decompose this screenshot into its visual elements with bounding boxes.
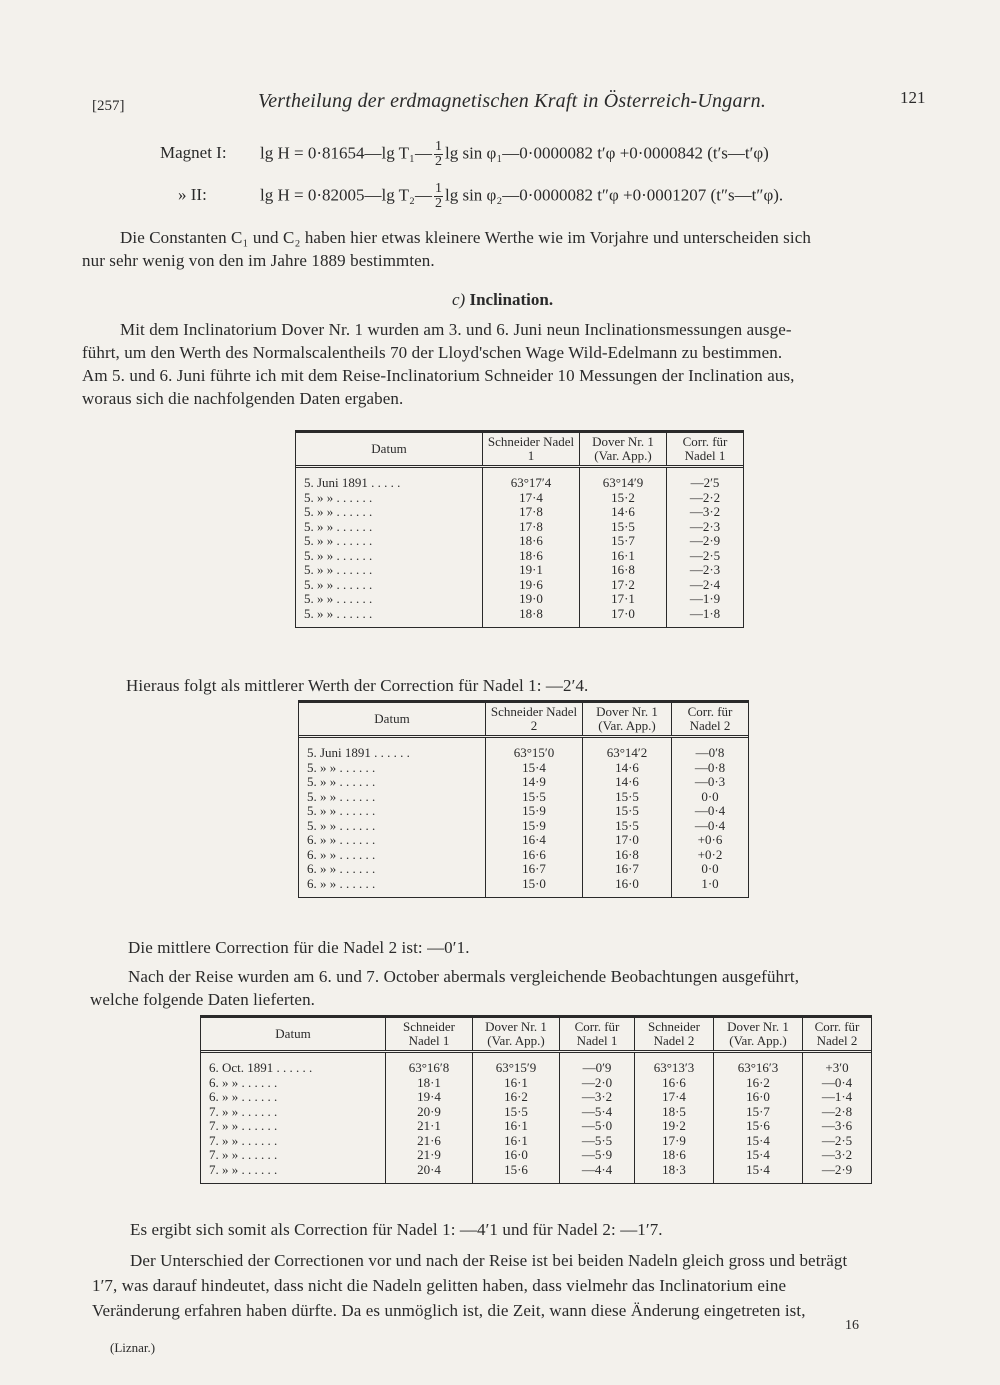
table-row xyxy=(201,1105,871,1120)
value-cell: —2·3 xyxy=(667,563,744,578)
table-row xyxy=(296,549,743,564)
column-header: Schneider Nadel 2 xyxy=(486,703,583,737)
value-cell: —1·9 xyxy=(667,592,744,607)
text-line: nur sehr wenig von den im Jahre 1889 bestimmten. xyxy=(82,251,435,270)
text-line: Die mittlere Correction für die Nadel 2 ist: —0′1. xyxy=(128,938,470,957)
value-cell: 15·5 xyxy=(583,790,672,805)
section-heading xyxy=(452,290,553,310)
table-row xyxy=(299,804,748,819)
page-number: 121 xyxy=(900,88,926,107)
text-line: Die Constanten C₁ und C₂ haben hier etwas kleinere Werthe wie im Vorjahre und unterscheiden sich xyxy=(120,228,811,247)
value-cell: —0′8 xyxy=(672,737,749,761)
value-cell: 18·8 xyxy=(483,607,580,628)
date-cell: 6. » » . . . . . . xyxy=(307,832,376,847)
value-cell: —0·4 xyxy=(803,1076,872,1091)
value-cell: 15·2 xyxy=(580,491,667,506)
table-row xyxy=(201,1148,871,1163)
section-letter: c) xyxy=(452,290,466,309)
date-cell: 5. » » . . . . . . xyxy=(304,605,373,621)
value-cell: 14·6 xyxy=(583,775,672,790)
value-cell: —3·2 xyxy=(803,1148,872,1163)
value-cell: 16·0 xyxy=(473,1148,560,1163)
value-cell: 15·4 xyxy=(486,761,583,776)
value-cell: 15·7 xyxy=(714,1105,803,1120)
formula-part: lg sin φ₂—0·0000082 t″φ +0·0001207 (t″s—t″φ). xyxy=(444,185,784,205)
value-cell: 63°17′4 xyxy=(483,467,580,491)
fraction: $\frac{1}{2}$ xyxy=(434,139,442,169)
column-header: Datum xyxy=(201,1018,386,1052)
formula-label: Magnet I: xyxy=(160,143,227,163)
value-cell: 15·7 xyxy=(580,534,667,549)
date-cell: 5. » » . . . . . . xyxy=(307,759,376,775)
table-row xyxy=(296,505,743,520)
date-cell: 7. » » . . . . . . xyxy=(209,1132,278,1148)
table-row xyxy=(296,578,743,593)
date-cell: 5. » » . . . . . . xyxy=(304,591,373,606)
table-row xyxy=(296,607,743,628)
value-cell: —5·9 xyxy=(560,1148,635,1163)
value-cell: 0·0 xyxy=(672,862,749,877)
value-cell: 15·9 xyxy=(486,804,583,819)
date-cell: 7. » » . . . . . . xyxy=(209,1118,278,1133)
value-cell: 15·5 xyxy=(583,819,672,834)
table-row xyxy=(299,877,748,898)
value-cell: 15·4 xyxy=(714,1134,803,1149)
value-cell: 1·0 xyxy=(672,877,749,898)
value-cell: 18·5 xyxy=(635,1105,714,1120)
value-cell: 15·6 xyxy=(473,1163,560,1184)
formula-part: lg H = 0·81654—lg T₁— xyxy=(260,143,432,163)
column-header: Datum xyxy=(296,433,483,467)
value-cell: 21·6 xyxy=(386,1134,473,1149)
value-cell: 0·0 xyxy=(672,790,749,805)
column-header: Datum xyxy=(299,703,486,737)
value-cell: 19·1 xyxy=(483,563,580,578)
value-cell: 63°13′3 xyxy=(635,1052,714,1076)
date-cell: 5. » » . . . . . . xyxy=(304,504,373,519)
date-cell: 5. Juni 1891 . . . . . xyxy=(304,475,401,490)
value-cell: 20·4 xyxy=(386,1163,473,1184)
value-cell: 14·6 xyxy=(580,505,667,520)
value-cell: 17·1 xyxy=(580,592,667,607)
date-cell: 6. » » . . . . . . xyxy=(307,846,376,862)
value-cell: 63°14′2 xyxy=(583,737,672,761)
table-row xyxy=(201,1134,871,1149)
value-cell: 16·0 xyxy=(714,1090,803,1105)
value-cell: 15·5 xyxy=(583,804,672,819)
value-cell: 17·8 xyxy=(483,505,580,520)
text-line: 1′7, was darauf hindeutet, dass nicht die Nadeln gelitten haben, dass vielmehr das Inclinatorium eine xyxy=(92,1276,787,1295)
value-cell: 16·8 xyxy=(583,848,672,863)
value-cell: 63°16′3 xyxy=(714,1052,803,1076)
value-cell: 16·7 xyxy=(486,862,583,877)
table-row xyxy=(201,1119,871,1134)
value-cell: 16·7 xyxy=(583,862,672,877)
value-cell: 16·6 xyxy=(635,1076,714,1091)
value-cell: 63°15′0 xyxy=(486,737,583,761)
text-line: Der Unterschied der Correctionen vor und nach der Reise ist bei beiden Nadeln gleich gross und beträgt xyxy=(130,1251,848,1270)
value-cell: —2·5 xyxy=(803,1134,872,1149)
value-cell: 18·6 xyxy=(483,549,580,564)
column-header: Dover Nr. 1 (Var. App.) xyxy=(473,1018,560,1052)
table-row xyxy=(201,1163,871,1184)
value-cell: 15·4 xyxy=(714,1163,803,1184)
column-header: Dover Nr. 1 (Var. App.) xyxy=(580,433,667,467)
date-cell: 6. Oct. 1891 . . . . . . xyxy=(209,1060,313,1075)
table-row xyxy=(299,862,748,877)
text-line: Am 5. und 6. Juni führte ich mit dem Reise-Inclinatorium Schneider 10 Messungen der Inclination aus, xyxy=(82,366,795,385)
value-cell: 18·3 xyxy=(635,1163,714,1184)
value-cell: —2·3 xyxy=(667,520,744,535)
value-cell: 17·0 xyxy=(580,607,667,628)
table-needle-1 xyxy=(295,430,744,628)
value-cell: —5·5 xyxy=(560,1134,635,1149)
value-cell: 15·5 xyxy=(580,520,667,535)
value-cell: 63°14′9 xyxy=(580,467,667,491)
value-cell: +3′0 xyxy=(803,1052,872,1076)
value-cell: 19·2 xyxy=(635,1119,714,1134)
table-row xyxy=(296,520,743,535)
value-cell: 14·6 xyxy=(583,761,672,776)
fraction: $\frac{1}{2}$ xyxy=(434,181,442,211)
value-cell: —0·4 xyxy=(672,804,749,819)
value-cell: 16·2 xyxy=(473,1090,560,1105)
value-cell: 17·4 xyxy=(483,491,580,506)
formula-magnet-1 xyxy=(160,140,769,169)
value-cell: 15·4 xyxy=(714,1148,803,1163)
column-header: Corr. für Nadel 2 xyxy=(672,703,749,737)
date-cell: 5. » » . . . . . . xyxy=(307,774,376,789)
data-table xyxy=(299,703,748,897)
value-cell: 15·0 xyxy=(486,877,583,898)
value-cell: 63°16′8 xyxy=(386,1052,473,1076)
formula-part: lg H = 0·82005—lg T₂— xyxy=(260,185,432,205)
column-header: Dover Nr. 1 (Var. App.) xyxy=(714,1018,803,1052)
value-cell: 15·5 xyxy=(486,790,583,805)
value-cell: —5·0 xyxy=(560,1119,635,1134)
date-cell: 6. » » . . . . . . xyxy=(209,1074,278,1090)
value-cell: 16·6 xyxy=(486,848,583,863)
value-cell: 16·8 xyxy=(580,563,667,578)
text-line: Es ergibt sich somit als Correction für Nadel 1: —4′1 und für Nadel 2: —1′7. xyxy=(130,1220,663,1239)
formula-magnet-2 xyxy=(178,182,783,211)
value-cell: 17·4 xyxy=(635,1090,714,1105)
paragraph-constants xyxy=(82,226,942,272)
date-cell: 5. » » . . . . . . xyxy=(304,576,373,592)
value-cell: 19·0 xyxy=(483,592,580,607)
value-cell: —3·6 xyxy=(803,1119,872,1134)
value-cell: 18·6 xyxy=(635,1148,714,1163)
column-header: Schneider Nadel 2 xyxy=(635,1018,714,1052)
text-line: Mit dem Inclinatorium Dover Nr. 1 wurden am 3. und 6. Juni neun Inclinationsmessungen ausge- xyxy=(120,320,792,339)
value-cell: 18·6 xyxy=(483,534,580,549)
value-cell: 16·2 xyxy=(714,1076,803,1091)
table-row xyxy=(299,775,748,790)
column-header: Corr. für Nadel 1 xyxy=(667,433,744,467)
column-header: Corr. für Nadel 2 xyxy=(803,1018,872,1052)
table-row xyxy=(299,737,748,761)
value-cell: 17·8 xyxy=(483,520,580,535)
value-cell: —2·9 xyxy=(803,1163,872,1184)
date-cell: 7. » » . . . . . . xyxy=(209,1103,278,1119)
section-title: Inclination. xyxy=(469,290,554,309)
table-row xyxy=(201,1076,871,1091)
text-line: Veränderung erfahren haben dürfte. Da es unmöglich ist, die Zeit, wann diese Änderung eingetreten ist, xyxy=(92,1301,806,1320)
table-row xyxy=(299,848,748,863)
date-cell: 5. » » . . . . . . xyxy=(304,562,373,577)
date-cell: 5. » » . . . . . . xyxy=(307,788,376,804)
table-row xyxy=(296,592,743,607)
value-cell: 16·1 xyxy=(580,549,667,564)
value-cell: 19·4 xyxy=(386,1090,473,1105)
value-cell: +0·2 xyxy=(672,848,749,863)
value-cell: 16·0 xyxy=(583,877,672,898)
value-cell: 15·9 xyxy=(486,819,583,834)
value-cell: 16·4 xyxy=(486,833,583,848)
paragraph-conclusion xyxy=(92,1218,962,1322)
value-cell: 15·6 xyxy=(714,1119,803,1134)
value-cell: 17·9 xyxy=(635,1134,714,1149)
value-cell: —5·4 xyxy=(560,1105,635,1120)
table-row xyxy=(296,563,743,578)
date-cell: 7. » » . . . . . . xyxy=(209,1147,278,1162)
column-header: Schneider Nadel 1 xyxy=(483,433,580,467)
value-cell: —3·2 xyxy=(667,505,744,520)
value-cell: 19·6 xyxy=(483,578,580,593)
value-cell: 21·1 xyxy=(386,1119,473,1134)
value-cell: 17·0 xyxy=(583,833,672,848)
paragraph-after-journey xyxy=(90,936,960,1011)
value-cell: 16·1 xyxy=(473,1134,560,1149)
date-cell: 6. » » . . . . . . xyxy=(307,861,376,876)
date-cell: 6. » » . . . . . . xyxy=(209,1089,278,1104)
table-row xyxy=(296,467,743,491)
table-row xyxy=(201,1090,871,1105)
value-cell: —2·2 xyxy=(667,491,744,506)
value-cell: —2′5 xyxy=(667,467,744,491)
date-cell: 5. » » . . . . . . xyxy=(304,533,373,548)
value-cell: —2·9 xyxy=(667,534,744,549)
column-header: Corr. für Nadel 1 xyxy=(560,1018,635,1052)
text-line: welche folgende Daten lieferten. xyxy=(90,990,316,1009)
value-cell: —1·8 xyxy=(667,607,744,628)
formula-part: lg sin φ₁—0·0000082 t′φ +0·0000842 (t′s—t′φ) xyxy=(444,143,769,163)
value-cell: +0·6 xyxy=(672,833,749,848)
table-needle-2 xyxy=(298,700,749,898)
table-row xyxy=(299,819,748,834)
column-header: Dover Nr. 1 (Var. App.) xyxy=(583,703,672,737)
value-cell: 14·9 xyxy=(486,775,583,790)
value-cell: 16·1 xyxy=(473,1076,560,1091)
table-row xyxy=(299,833,748,848)
data-table xyxy=(201,1018,871,1183)
table-row xyxy=(296,534,743,549)
value-cell: 17·2 xyxy=(580,578,667,593)
data-table xyxy=(296,433,743,627)
date-cell: 6. » » . . . . . . xyxy=(307,875,376,891)
text-line: führt, um den Werth des Normalscalentheils 70 der Lloyd'schen Wage Wild-Edelmann zu bestimmen. xyxy=(82,343,783,362)
table-row xyxy=(201,1052,871,1076)
table-row xyxy=(299,790,748,805)
author-note: (Liznar.) xyxy=(110,1340,156,1355)
date-cell: 7. » » . . . . . . xyxy=(209,1161,278,1177)
value-cell: —2·8 xyxy=(803,1105,872,1120)
text-line: woraus sich die nachfolgenden Daten ergaben. xyxy=(82,389,404,408)
date-cell: 5. » » . . . . . . xyxy=(307,817,376,833)
signature-number: 16 xyxy=(845,1318,859,1333)
value-cell: —3·2 xyxy=(560,1090,635,1105)
value-cell: —0·4 xyxy=(672,819,749,834)
formula-label: » II: xyxy=(178,185,207,205)
paragraph-inclination xyxy=(82,318,952,410)
header-left-mark: [257] xyxy=(92,98,125,114)
value-cell: —2·0 xyxy=(560,1076,635,1091)
value-cell: —0·8 xyxy=(672,761,749,776)
running-title: Vertheilung der erdmagnetischen Kraft in Österreich-Ungarn. xyxy=(258,90,767,112)
value-cell: 21·9 xyxy=(386,1148,473,1163)
value-cell: 15·5 xyxy=(473,1105,560,1120)
value-cell: —0·3 xyxy=(672,775,749,790)
date-cell: 5. » » . . . . . . xyxy=(304,489,373,505)
paragraph-mean-correction-1: Hieraus folgt als mittlerer Werth der Correction für Nadel 1: —2′4. xyxy=(126,676,589,695)
table-row xyxy=(299,761,748,776)
value-cell: 63°15′9 xyxy=(473,1052,560,1076)
date-cell: 5. » » . . . . . . xyxy=(307,803,376,818)
value-cell: —2·4 xyxy=(667,578,744,593)
date-cell: 5. Juni 1891 . . . . . . xyxy=(307,745,410,760)
table-row xyxy=(296,491,743,506)
date-cell: 5. » » . . . . . . xyxy=(304,547,373,563)
value-cell: —2·5 xyxy=(667,549,744,564)
value-cell: —0′9 xyxy=(560,1052,635,1076)
value-cell: —1·4 xyxy=(803,1090,872,1105)
date-cell: 5. » » . . . . . . xyxy=(304,518,373,534)
table-october xyxy=(200,1015,872,1184)
text-line: Nach der Reise wurden am 6. und 7. October abermals vergleichende Beobachtungen ausgeführt, xyxy=(128,967,800,986)
value-cell: 20·9 xyxy=(386,1105,473,1120)
value-cell: 18·1 xyxy=(386,1076,473,1091)
column-header: Schneider Nadel 1 xyxy=(386,1018,473,1052)
value-cell: —4·4 xyxy=(560,1163,635,1184)
value-cell: 16·1 xyxy=(473,1119,560,1134)
